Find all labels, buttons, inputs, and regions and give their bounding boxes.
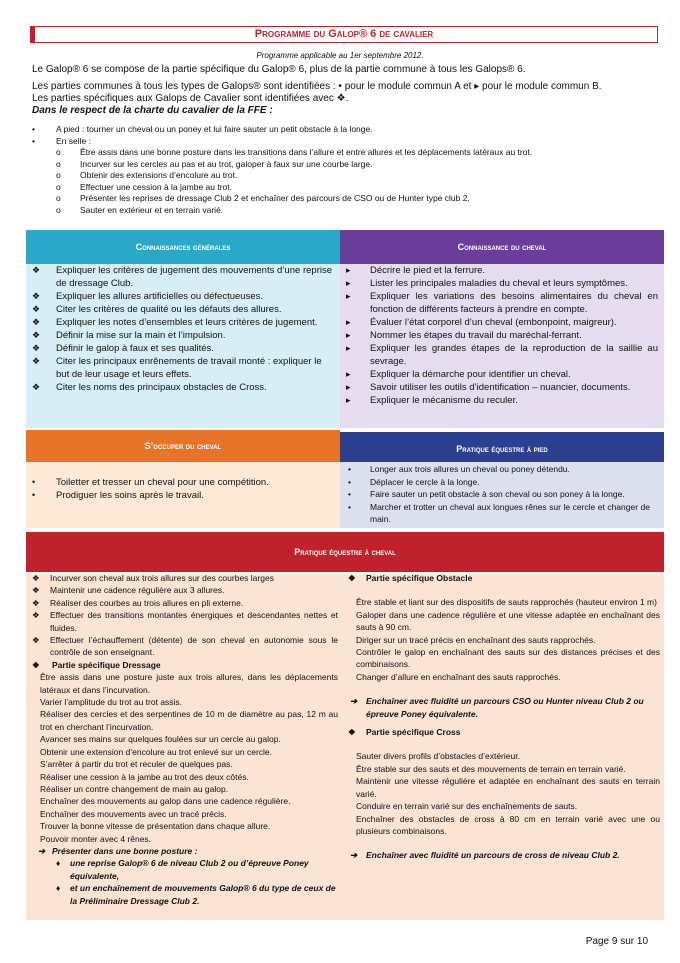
diamond-bullet-icon: ❖ <box>32 610 40 621</box>
presenter-line <box>30 845 338 857</box>
list-item: Varier l’amplitude du trot au trot assis. <box>40 697 183 708</box>
diamond-bullet-icon: ❖ <box>32 356 41 366</box>
list-item <box>340 264 658 277</box>
list-item-text: Sauter en extérieur et en terrain varié. <box>80 204 224 215</box>
list-item <box>30 584 338 596</box>
list-item-text: Toiletter et tresser un cheval pour une compétition. <box>56 477 269 488</box>
arrow-bullet-icon: ▸ <box>346 278 351 288</box>
diamond-bullet-icon: ❖ <box>32 291 41 301</box>
section-header-cheval: Connaissance du cheval <box>340 230 664 264</box>
list-item-text: Expliquer les grandes étapes de la reproduction de la saillie au sevrage. <box>370 343 658 367</box>
list-item-text: Expliquer les allures artificielles ou défectueuses. <box>56 291 263 302</box>
list-item-text: Expliquer la démarche pour identifier un cheval. <box>370 369 571 380</box>
page-title: Programme du Galop® 6 de cavalier <box>30 26 658 43</box>
list-item <box>340 476 650 489</box>
section-header-pratique-cheval: Pratique équestre à cheval <box>26 532 664 572</box>
diamond-bullet-icon: ❖ <box>32 330 41 340</box>
arrow-bullet-icon: ▸ <box>346 330 351 340</box>
list-item <box>32 124 652 136</box>
list-item-text: A pied : tourner un cheval ou un poney et lui faire sauter un petit obstacle à la longe. <box>56 124 373 134</box>
intro-line: Le Galop® 6 se compose de la partie spécifique du Galop® 6, plus de la partie commune à tous les Galops® 6. <box>32 64 526 75</box>
list-item-text: Présenter les reprises de dressage Club 2 et enchaîner des parcours de CSO ou de Hunter type club 2. <box>80 193 470 203</box>
applicable-date: Programme applicable au 1er septembre 2012. <box>256 51 424 60</box>
bullet-icon: • <box>348 501 351 512</box>
list-item: Sauter divers profils d’obstacles d’extérieur. <box>356 751 520 762</box>
bullet-icon: • <box>32 135 35 146</box>
top-bullets <box>32 124 652 216</box>
list-item <box>26 381 332 394</box>
list-item: Enchaîner des mouvements au galop dans une cadence régulière. <box>40 796 291 807</box>
list-item-text: Citer les critères de qualité ou les défauts des allures. <box>56 304 282 315</box>
list-item-text: Déplacer le cercle à la longe. <box>370 476 480 487</box>
list-item <box>32 182 652 194</box>
bullet-icon: • <box>348 476 351 487</box>
list-item: Contrôler le galop en enchaînant des sauts sur des distances précises et des combinaisons. <box>356 647 660 670</box>
list-item-text: Prodiguer les soins après le travail. <box>56 490 204 501</box>
list-item-text: Citer les principaux enrênements de travail monté : expliquer le but de leur usage et leurs effets. <box>56 356 322 380</box>
list-item <box>340 342 658 368</box>
arrow-bullet-icon: ▸ <box>346 343 351 353</box>
arrow-bullet-icon: ▸ <box>346 265 351 275</box>
list-item <box>340 463 650 476</box>
list-item <box>26 489 340 502</box>
circle-bullet-icon: o <box>56 204 61 215</box>
list-item <box>26 264 332 290</box>
list-item <box>26 342 332 355</box>
diamond-bullet-icon: ❖ <box>348 727 356 738</box>
list-item: Avancer ses mains sur quelques foulées sur un cercle au galop. <box>40 734 281 745</box>
circle-bullet-icon: o <box>56 181 61 192</box>
arrow-bullet-icon: ▸ <box>346 291 351 301</box>
subheading-text: Partie spécifique Cross <box>366 727 461 738</box>
list-item <box>340 368 658 381</box>
list-item-text: Effectuer des transitions montantes énergiques et descendantes nettes et fluides. <box>50 610 338 633</box>
list-item: Obtenir une extension d’encolure au trot enlevé sur un cercle. <box>40 746 272 757</box>
list-item <box>30 882 338 907</box>
diamond-bullet-icon: ❖ <box>32 597 40 608</box>
list-item <box>32 147 652 159</box>
list-item-text: Réaliser des courbes au trois allures en pli externe. <box>50 597 244 608</box>
circle-bullet-icon: o <box>56 158 61 169</box>
page-number: Page 9 sur 10 <box>585 936 648 947</box>
bullet-icon: • <box>348 489 351 499</box>
arrow-right-icon: ➔ <box>350 696 358 707</box>
subheading-text: Partie spécifique Obstacle <box>366 573 473 583</box>
list-item <box>340 329 658 342</box>
diamond-bullet-icon: ❖ <box>32 382 41 392</box>
obstacle-goal <box>346 683 660 720</box>
list-item-text: Être assis dans une bonne posture dans les transitions dans l’allure et entre allures et les déplacements latéraux au trot. <box>80 147 533 157</box>
subheading-obstacle <box>346 572 660 584</box>
circle-bullet-icon: o <box>56 170 61 180</box>
bullet-icon: • <box>32 477 36 487</box>
presenter-text: Présenter dans une bonne posture : <box>52 845 198 856</box>
list-item <box>340 381 658 394</box>
list-item-text: Longer aux trois allures un cheval ou poney détendu. <box>370 464 570 474</box>
list-item-text: Citer les noms des principaux obstacles de Cross. <box>56 382 267 393</box>
column-left <box>30 572 338 907</box>
list-item: Être stable et liant sur des dispositifs de sauts rapprochés (hauteur environ 1 m) <box>356 597 657 608</box>
list-item <box>340 277 658 290</box>
list-item-text: Faire sauter un petit obstacle à son cheval ou son poney à la longe. <box>370 489 625 499</box>
cross-list <box>346 738 660 837</box>
list-item-text: Effectuer l’échauffement (détente) de son cheval en autonomie sous le contrôle de son enseignant. <box>50 635 338 658</box>
list-item: Maintenir une vitesse régulière et adaptée en enchaînant des sauts en terrain varié. <box>356 776 660 799</box>
diamond-bullet-icon: ❖ <box>32 265 41 275</box>
list-item: Enchaîner des obstacles de cross à 80 cm en terrain varié avec une ou plusieurs combinaisons. <box>356 813 660 836</box>
list-item-text: Incurver sur les cercles au pas et au trot, galoper à faux sur une courbe large. <box>80 158 373 169</box>
section-header-pied: Pratique équestre à pied <box>340 432 664 462</box>
list-item <box>30 857 338 882</box>
bullet-icon: • <box>348 464 351 474</box>
arrow-bullet-icon: ▸ <box>346 369 351 379</box>
panel-cheval <box>340 264 664 428</box>
list-item-text: Nommer les étapes du travail du maréchal-ferrant. <box>370 330 582 341</box>
bullet-icon: • <box>32 490 36 500</box>
list-item-text: Effectuer une cession à la jambe au trot. <box>80 181 232 192</box>
list-item <box>26 476 340 489</box>
list-item-text: Expliquer les notes d’ensembles et leurs critères de jugement. <box>56 317 318 328</box>
list-item-text: Expliquer le mécanisme du reculer. <box>370 395 518 406</box>
list-item-text: Évaluer l’état corporel d’un cheval (embonpoint, maigreur). <box>370 317 617 328</box>
panel-generales <box>26 264 340 428</box>
subheading-cross <box>346 720 660 738</box>
list-item <box>26 303 332 316</box>
list-item <box>340 501 650 526</box>
circle-bullet-icon: o <box>56 193 61 203</box>
list-item: Réaliser des cercles et des serpentines de 10 m de diamètre au pas, 12 m au trot en cherchant l’incurvation. <box>40 709 338 732</box>
arrow-bullet-icon: ▸ <box>346 382 351 392</box>
list-item <box>32 193 652 205</box>
list-item <box>32 159 652 171</box>
diamond-bullet-icon: ❖ <box>348 573 356 583</box>
list-item-text: Décrire le pied et la ferrure. <box>370 265 486 276</box>
intro-charter: Dans le respect de la charte du cavalier de la FFE : <box>32 105 273 116</box>
list-item <box>26 355 332 381</box>
intro-text <box>32 64 660 117</box>
list-item: Enchaîner des mouvements avec un tracé précis. <box>40 808 227 819</box>
diamond-bullet-icon: ❖ <box>32 659 40 670</box>
diamond-bullet-icon: ❖ <box>32 317 41 327</box>
diamond-bullet-icon: ❖ <box>32 635 40 646</box>
diamond-bullet-icon: ❖ <box>32 585 40 596</box>
list-item: Changer d’allure en enchaînant des sauts rapprochés. <box>356 671 561 682</box>
arrow-right-icon: ➔ <box>38 845 46 856</box>
subheading-text: Partie spécifique Dressage <box>52 659 161 670</box>
panel-pied <box>340 462 664 528</box>
goal-text: Enchaîner avec fluidité un parcours CSO ou Hunter niveau Club 2 ou épreuve Poney équivalente. <box>366 696 644 719</box>
list-item <box>340 316 658 329</box>
list-item-text: et un enchaînement de mouvements Galop® 6 du type de ceux de la Préliminaire Dressage Club 2. <box>70 883 336 906</box>
dressage-list <box>30 671 338 845</box>
arrow-bullet-icon: ▸ <box>346 317 351 327</box>
list-item-text: Expliquer les variations des besoins alimentaires du cheval en fonction de différents facteurs à prendre en compte. <box>370 291 658 315</box>
small-diamond-icon: ♦ <box>56 883 61 894</box>
bullet-icon: • <box>32 124 35 134</box>
small-diamond-icon: ♦ <box>56 858 61 869</box>
list-item: Réaliser une cession à la jambe au trot des deux côtés. <box>40 771 249 782</box>
list-item-text: une reprise Galop® 6 de niveau Club 2 ou d’épreuve Poney équivalente, <box>70 858 309 881</box>
list-item <box>32 136 652 148</box>
intro-line: Les parties communes à tous les types de Galops® sont identifiées : • pour le module commun A et ▸ pour le module commun B. <box>32 81 602 92</box>
diamond-bullet-icon: ❖ <box>32 343 41 353</box>
list-item: Réaliser un contre changement de main au galop. <box>40 783 229 794</box>
goal-text: Enchaîner avec fluidité un parcours de cross de niveau Club 2. <box>366 850 620 861</box>
arrow-right-icon: ➔ <box>350 850 358 861</box>
section-header-generales: Connaissances générales <box>26 230 340 264</box>
circle-bullet-icon: o <box>56 147 61 157</box>
arrow-bullet-icon: ▸ <box>346 395 351 405</box>
list-item-text: Marcher et trotter un cheval aux longues rênes sur le cercle et changer de main. <box>370 501 650 524</box>
list-item: S’arrêter à partir du trot et reculer de quelques pas. <box>40 759 233 770</box>
list-item <box>30 609 338 634</box>
subheading-dressage <box>30 659 338 671</box>
list-item-text: Savoir utiliser les outils d’identification – nuancier, documents. <box>370 382 631 393</box>
list-item-text: Maintenir une cadence régulière aux 3 allures. <box>50 585 225 596</box>
list-item <box>340 290 658 316</box>
list-item: Trouver la bonne vitesse de présentation dans chaque allure. <box>40 821 271 832</box>
list-item <box>26 329 332 342</box>
diamond-bullet-icon: ❖ <box>32 573 40 583</box>
intro-line: Les parties spécifiques aux Galops de Cavalier sont identifiées avec ❖. <box>32 93 349 104</box>
list-item-text: Lister les principales maladies du cheval et leurs symptômes. <box>370 278 628 289</box>
list-item-text: En selle : <box>56 135 91 146</box>
column-right <box>346 572 660 862</box>
list-item <box>340 488 650 501</box>
list-item: Conduire en terrain varié sur des enchaînements de sauts. <box>356 801 578 812</box>
list-item <box>26 290 332 303</box>
list-item: Diriger sur un tracé précis en enchaînant des sauts rapprochés. <box>356 634 596 645</box>
list-item <box>30 597 338 609</box>
section-header-soccuper: S’occuper du cheval <box>26 430 340 462</box>
panel-soccuper <box>26 462 340 528</box>
cross-goal <box>346 837 660 861</box>
list-item-text: Expliquer les critères de jugement des mouvements d’une reprise de dressage Club. <box>56 265 332 289</box>
list-item: Galoper dans une cadence régulière et une vitesse adaptée en enchaînant des sauts à 90 cm. <box>356 609 660 633</box>
list-item <box>26 316 332 329</box>
list-item-text: Obtenir des extensions d’encolure au trot. <box>80 170 238 180</box>
obstacle-list <box>346 584 660 683</box>
list-item: Pouvoir monter avec 4 rênes. <box>40 833 152 844</box>
list-item <box>30 572 338 584</box>
list-item-text: Définir la mise sur la main et l’impulsion. <box>56 330 226 341</box>
diamond-bullet-icon: ❖ <box>32 304 41 314</box>
list-item <box>340 394 658 407</box>
list-item: Être stable sur des sauts et des mouvements de terrain en terrain varié. <box>356 763 626 774</box>
list-item: Être assis dans une posture juste aux trois allures, dans les déplacements latéraux et dans l’incurvation. <box>40 672 338 695</box>
list-item <box>32 205 652 217</box>
list-item-text: Incurver son cheval aux trois allures sur des courbes larges <box>50 573 274 583</box>
list-item-text: Définir le galop à faux et ses qualités. <box>56 343 214 354</box>
list-item <box>30 634 338 659</box>
list-item <box>32 170 652 182</box>
